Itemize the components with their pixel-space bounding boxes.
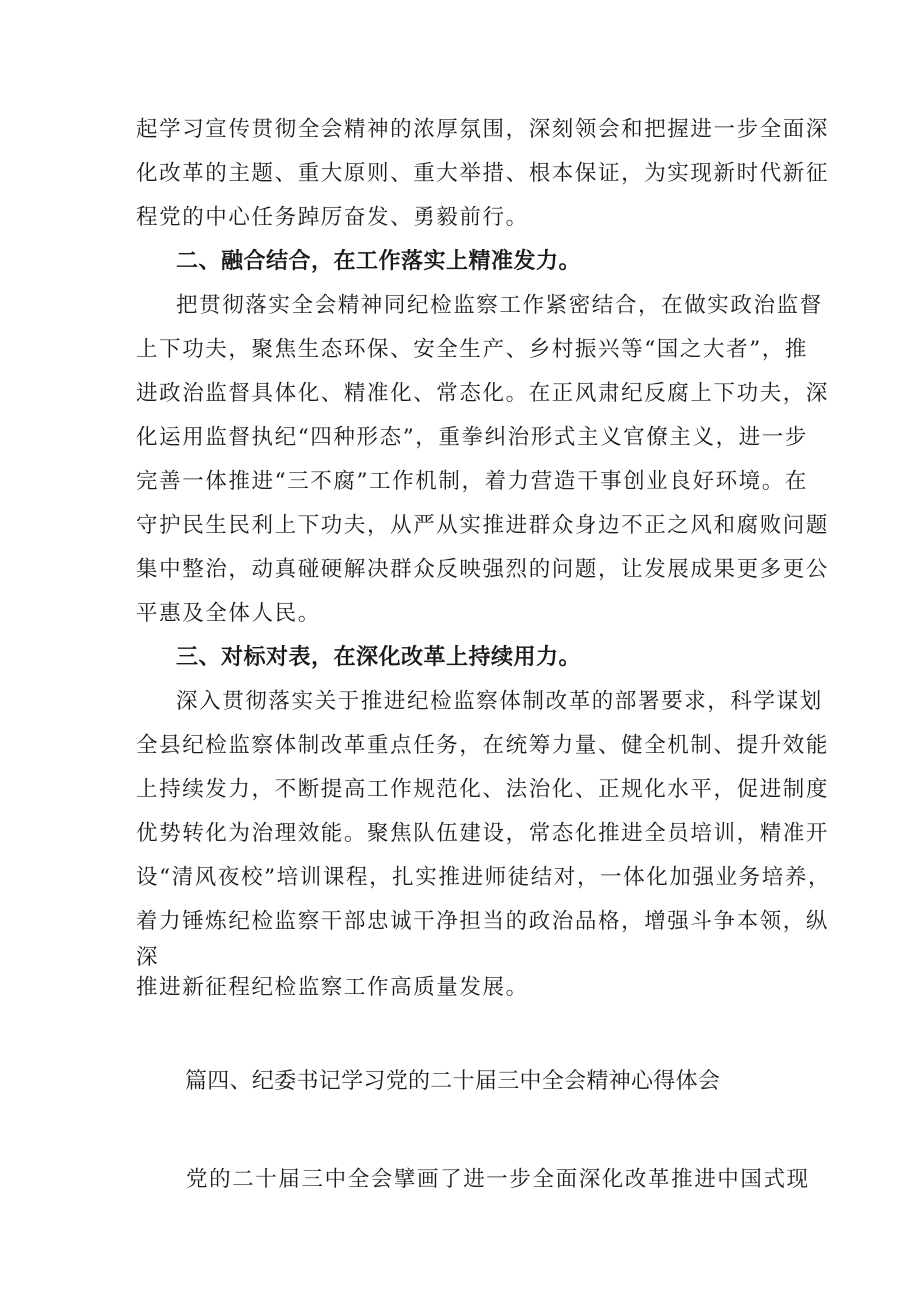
paragraph-2-line-3: 进政治监督具体化、精准化、常态化。在正风肃纪反腐上下功夫，深	[136, 381, 830, 406]
paragraph-3-line-8: 推进新征程纪检监察工作高质量发展。	[136, 975, 529, 1000]
paragraph-2-line-1: 把贯彻落实全会精神同纪检监察工作紧密结合，在做实政治监督	[176, 293, 823, 318]
section-4-title: 篇四、纪委书记学习党的二十届三中全会精神心得体会	[185, 1069, 721, 1094]
paragraph-3-line-5: 设“清风夜校”培训课程，扎实推进师徒结对，一体化加强业务培养，	[136, 865, 832, 890]
paragraph-2-line-4: 化运用监督执纪“四种形态”，重拳纠治形式主义官僚主义，进一步	[136, 425, 808, 450]
heading-3: 三、对标对表，在深化改革上持续用力。	[176, 645, 582, 670]
heading-2: 二、融合结合，在工作落实上精准发力。	[176, 249, 582, 274]
paragraph-3-line-6: 着力锤炼纪检监察干部忠诚干净担当的政治品格，增强斗争本领，纵	[136, 909, 830, 934]
paragraph-3-line-3: 上持续发力，不断提高工作规范化、法治化、正规化水平，促进制度	[136, 777, 830, 802]
paragraph-2-line-7: 集中整治，动真碰硬解决群众反映强烈的问题，让发展成果更多更公	[136, 557, 830, 582]
paragraph-2-line-5: 完善一体推进“三不腐”工作机制，着力营造干事创业良好环境。在	[136, 469, 808, 494]
paragraph-2-line-6: 守护民生民利上下功夫，从严从实推进群众身边不正之风和腐败问题	[136, 513, 830, 538]
section-4-intro-line-1: 党的二十届三中全会擘画了进一步全面深化改革推进中国式现	[186, 1167, 810, 1192]
paragraph-1-line-1: 起学习宣传贯彻全会精神的浓厚氛围，深刻领会和把握进一步全面深	[136, 117, 830, 142]
paragraph-1-line-2: 化改革的主题、重大原则、重大举措、根本保证，为实现新时代新征	[136, 161, 830, 186]
paragraph-1-line-3: 程党的中心任务踔厉奋发、勇毅前行。	[136, 205, 529, 230]
paragraph-3-line-7: 深	[136, 945, 160, 970]
paragraph-3-line-4: 优势转化为治理效能。聚焦队伍建设，常态化推进全员培训，精准开	[136, 821, 830, 846]
paragraph-2-line-2: 上下功夫，聚焦生态环保、安全生产、乡村振兴等“国之大者”，推	[136, 337, 808, 362]
paragraph-2-line-8: 平惠及全体人民。	[136, 601, 321, 626]
paragraph-3-line-2: 全县纪检监察体制改革重点任务，在统筹力量、健全机制、提升效能	[136, 733, 830, 758]
paragraph-3-line-1: 深入贯彻落实关于推进纪检监察体制改革的部署要求，科学谋划	[176, 689, 823, 714]
